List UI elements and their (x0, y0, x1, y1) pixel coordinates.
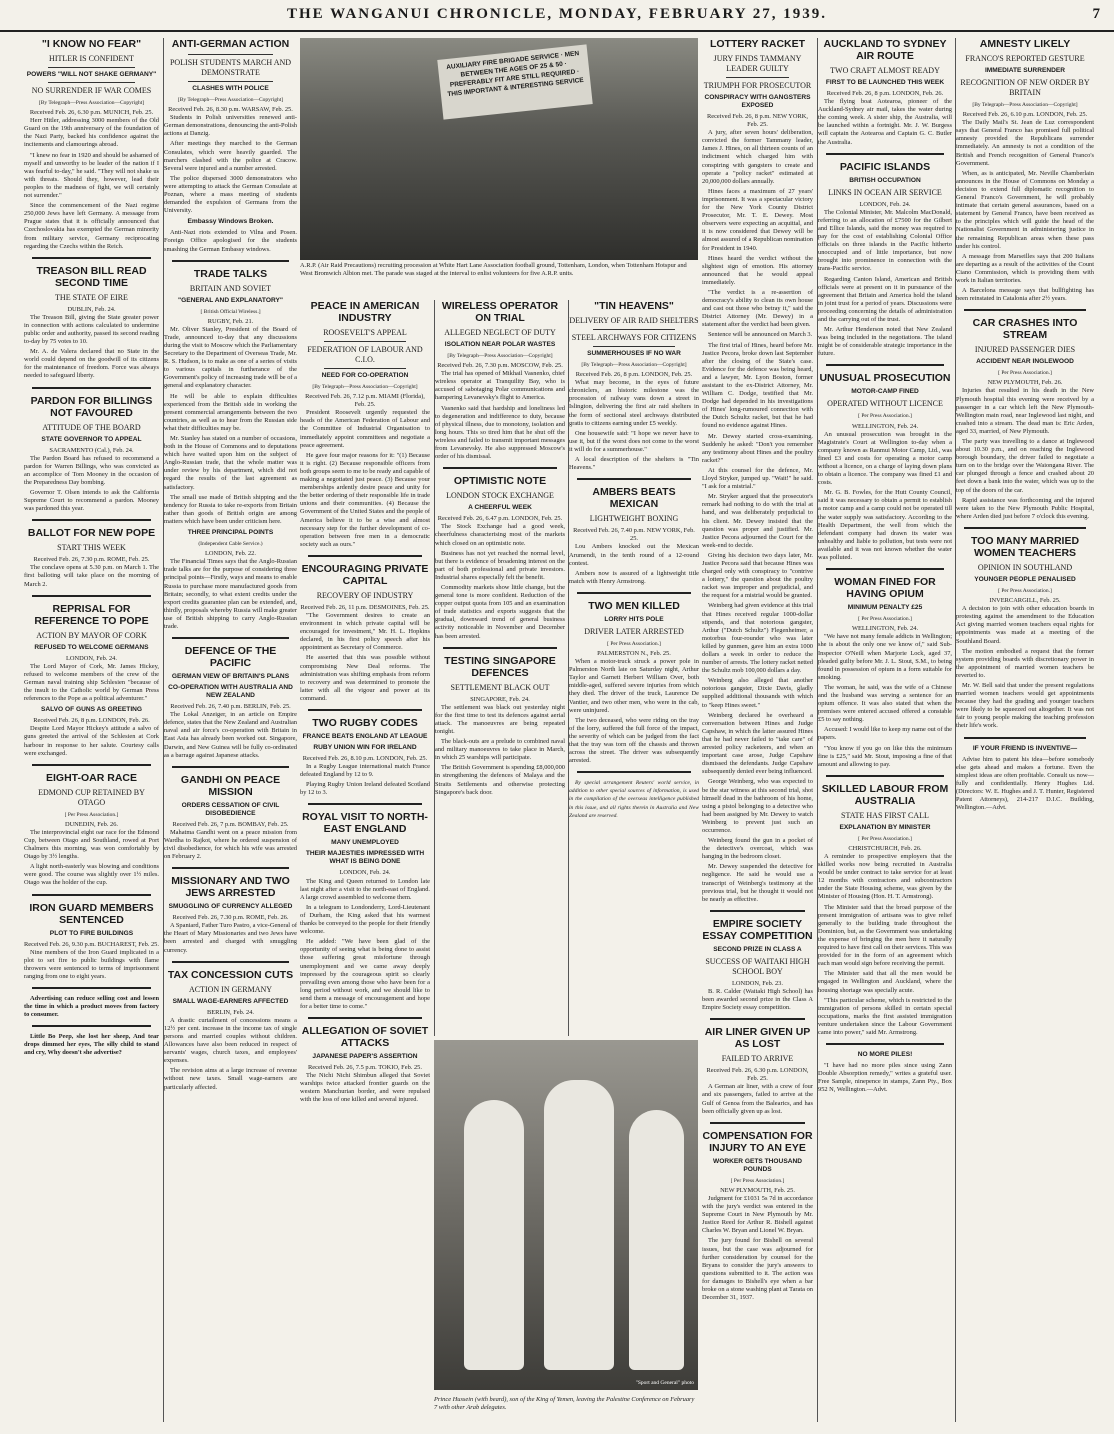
column-3 (300, 300, 430, 1422)
subhead: MOTOR-CAMP FINED (851, 388, 919, 396)
subhead: FAILED TO ARRIVE (721, 1054, 794, 1064)
paragraph: At this counsel for the defence, Mr. Lloyd Stryker, jumped up. "Wait!" he said. "I ask for a mistrial." (702, 466, 813, 491)
paragraph: A German air liner, with a crew of four and six passengers, failed to arrive at the Gulf of Genoa from the Balearics, and has been officially given up as lost. (702, 1083, 813, 1115)
subhead: OPERATED WITHOUT LICENCE (827, 399, 943, 409)
dateline: PALMERSTON N., Feb. 25. (597, 649, 671, 657)
subhead: SALVO OF GUNS AS GREETING (40, 706, 143, 714)
credit-line: [ Per Press Association.] (858, 835, 912, 842)
paragraph: The flying boat Aotearoa, pioneer of the Auckland-Sydney air mail, takes the water during the coming week. A sister ship, the Australia, will be launched within a fortnight. Mr. J. W. Burgess will captain the Aotearoa and Captain G. C. Butler the Australia. (818, 98, 952, 146)
subhead: ACTION IN GERMANY (188, 984, 273, 994)
column-1 (24, 38, 159, 1422)
subhead: PLOT TO FIRE BUILDINGS (49, 929, 134, 937)
paragraph: The British Government is spending £8,000,000 in strengthening the defences of Malaya and the Straits Settlements and otherwise protecting Singapore's back door. (435, 764, 565, 796)
dateline: DUBLIN, Feb. 24. (67, 305, 116, 313)
paragraph: The Financial Times says that the Anglo-Russian trade talks are for the purpose of considering three principal points—Firstly, ways and means to enable Russia to purchase more manufactured goods from Britain; secondly, to what extent credits under the export credits guarantee plan can be extended, and, thirdly, proposals whereby Russia will make greater use of British shipping to carry Anglo-Russian trade. (164, 558, 297, 630)
paragraph: A message from Marseilles says that 200 Italians are departing as a result of the activities of the Count Ciano Commission, which is providing them with work in Italian territories. (956, 252, 1094, 284)
paragraph: Nine members of the Iron Guard implicated in a plot to set fire to public buildings with flame throwers were sentenced to terms of imprisonment ranging from one to eight years. (24, 948, 159, 980)
paragraph: He gave four major reasons for it: "(1) Because it is right. (2) Because responsible officers from both groups seem to me to be ready and capable of making a negotiated just peace. (3) Because your memberships ardently desire peace and unity for the better ordering of their responsible life in trade unions and their communities. (4) Because the Government of the United States and the people of America believe it to be a wise and almost necessary step for the further development of co-operation between free men in a democratic society such as ours." (300, 451, 430, 548)
dateline: RUGBY, Feb. 21. (207, 317, 254, 325)
paragraph: The Lokal Anzeiger, in an article on Empire defence, states that the New Zealand and Australian naval and air force's co-operation with Britain in East Asia has already been worked out. Singapore, Darwin, and New Guinea will be fully co-ordinated as a barrage against Japanese attacks. (164, 711, 297, 759)
dateline: NEW PLYMOUTH, Feb. 25. (720, 1186, 795, 1194)
column-7 (817, 38, 952, 1422)
headline: TESTING SINGAPORE DEFENCES (444, 654, 556, 679)
headline: ALLEGATION OF SOVIET ATTACKS (301, 1025, 429, 1050)
dateline: Received Feb. 26, 7.40 p.m. BERLIN, Feb. 25. (170, 703, 291, 711)
dateline: Received Feb. 26, 7 p.m. BOMBAY, Feb. 25. (172, 820, 289, 828)
subhead: BRITAIN AND SOVIET (189, 283, 272, 293)
credit-line: [ Per Press Association.] (858, 616, 912, 623)
paragraph: In a telegram to Londonderry, Lord-Lieutenant of Durham, the King asked that his warmest thanks be conveyed to the people for their friendly welcome. (300, 903, 430, 936)
headline: OPTIMISTIC NOTE (453, 475, 547, 488)
dateline: BERLIN, Feb. 24. (206, 1008, 255, 1016)
paragraph: In a Rugby League international match France defeated England by 12 to 9. (300, 763, 430, 779)
subhead: SMALL WAGE-EARNERS AFFECTED (172, 997, 289, 1005)
paragraph: He asserted that this was possible without compromising New Deal reforms. The administration was shifting emphasis from reform to recovery and was determined to promote the latter with all the vigour and power at its command. (300, 654, 430, 702)
subhead: ACTION BY MAYOR OF CORK (36, 630, 147, 640)
subhead: SUCCESS OF WAITAKI HIGH SCHOOL BOY (705, 956, 810, 976)
subhead: FEDERATION OF LABOUR AND C.I.O. (307, 345, 423, 364)
paragraph: Rapid assistance was forthcoming and the injured were taken to the New Plymouth Public Hospital, where Arden died just before 7 o'clock this evening. (956, 496, 1094, 520)
dateline: Received Feb. 26, 8 p.m. LONDON, Feb. 26. (33, 717, 150, 725)
paragraph: Commodity markets show little change, but the general tone is more confident. Reduction of the copper output quota from 105 and an examination of trade statistics and exports suggests that the gradual, downward trend of general business activity noticeable in November and December has been arrested. (435, 583, 565, 640)
paragraph: Giving his decision two days later, Mr. Justice Pecora said that because Hines was charged only with conspiracy to "contrive a lottery," the question about the poultry racket was improper and prejudicial, and the request for a mistrial would be granted. (702, 551, 813, 600)
subhead: SETTLEMENT BLACK OUT (450, 682, 550, 692)
dateline: Received Feb. 26, 7.30 p.m. MOSCOW, Feb. 25. (437, 362, 563, 370)
subhead: GERMAN VIEW OF BRITAIN'S PLANS (171, 673, 290, 681)
dateline: LONDON, Feb. 22. (205, 550, 256, 558)
paragraph: What may become, in the eyes of future chroniclers, an historic milestone was the procession of railway vans down a street in Islington, delivering the first air raid shelters in the form of sectional steel archways distributed gratis to citizens earning under £5 weekly. (569, 379, 699, 427)
paragraph: Mahatma Gandhi went on a peace mission from Wardha to Rajkot, where he ordered suspension of civil disobedience, for which his wife was arrested on February 2. (164, 828, 297, 861)
headline: AUCKLAND TO SYDNEY AIR ROUTE (823, 38, 947, 62)
subhead: LORRY HITS POLE (604, 615, 664, 623)
subhead: POLISH STUDENTS MARCH AND DEMONSTRATE (169, 58, 292, 77)
dateline: LONDON, Feb. 23. (732, 979, 783, 987)
paragraph: Mr. Oliver Stanley, President of the Board of Trade, announced to-day that any discussions during the visit to Moscow which the Parliamentary Secretary to the Department of Overseas Trade, Mr. R. S. Hudson, is to make as one of a series of visits to various capitals in furtherance of the Government's policy of increasing trade will be of a general and explanatory character. (164, 325, 297, 390)
subhead: CONSPIRACY WITH GANGSTERS EXPOSED (704, 94, 811, 109)
paragraph: When, as is anticipated, Mr. Neville Chamberlain announces in the House of Commons on Monday a decision to extend full diplomatic recognition to General Franco's Government, he will probably intimate that certain general assurances, based on a statement by General Franco, have been received as to the principles which will guide the head of the Nationalist Government in administering justice in the remaining Republican areas when these pass under his control. (956, 169, 1094, 250)
dateline: Received Feb. 26, 7.40 p.m. NEW YORK, Feb. 25. (573, 527, 695, 543)
paragraph: The Pardon Board has refused to recommend a pardon for Warren Billings, who was convicted as an accomplice of Tom Mooney in the occasion of the Preparedness Day bombing. (24, 454, 159, 486)
paragraph: A Spaniard, Father Turo Pastro, a vice-General of the Heart of Mary Missionaries and two Jews have been arrested and charged with smuggling currency. (164, 922, 297, 954)
paragraph: "This particular scheme, which is restricted to the immigration of persons skilled in certain special occupations, marks the first assisted immigration venture undertaken since the Labour Government came into power," said Mr. Armstrong. (818, 996, 952, 1036)
paragraph: A light north-easterly was blowing and conditions were good. The course was slightly over 1½ miles. Otago was the holder of the cup. (24, 863, 159, 887)
dateline: Received Feb. 26, 8 p.m. LONDON, Feb. 25. (575, 371, 693, 379)
dateline: Received Feb. 26, 11 p.m. DESMOINES, Feb. 25. (300, 603, 430, 611)
dateline: LONDON, Feb. 24. (66, 654, 117, 662)
headline: LOTTERY RACKET (709, 38, 806, 50)
paragraph: The party was travelling to a dance at Inglewood about 10.30 p.m., and on reaching the Inglewood borough boundary, the driver failed to negotiate a turn on to the bridge over the Waiongana River. The car plunged through a fence and crashed about 20 feet down a bank into the water, which was up to the top of the doors of the car. (956, 438, 1094, 494)
paragraph: The Lord Mayor of Cork, Mr. James Hickey, refused to welcome members of the crew of the German naval training ship Schlesien "because of the insult to the Catholic world by German Press references to the Pope as a political adventurer." (24, 662, 159, 703)
paragraph: Mr. Stryker argued that the prosecutor's remark had nothing to do with the trial at hand, and was deliberately prejudicial to his client. Mr. Dewey insisted that the question was proper and justified. Mr. Justice Pecora adjourned the Court for the week-end to decide. (702, 493, 813, 549)
subhead: RECOGNITION OF NEW ORDER BY BRITAIN (960, 78, 1090, 97)
paragraph: The Daily Mail's St. Jean de Luz correspondent says that General Franco has promised full political amnesty provided the Republicans surrender immediately. An amnesty is not a condition of the British and French recognition of General Franco's Government. (956, 119, 1094, 167)
paragraph: Regarding Canton Island, American and British officials were at present on it in pursuance of the agreement that Britain and America hold the island in joint trust for a period of years. Discussions were proceeding concerning the details of administration and the carrying out of the trust. (818, 275, 952, 323)
headline: PEACE IN AMERICAN INDUSTRY (310, 300, 420, 324)
paragraph: The woman, he said, was the wife of a Chinese and the husband was serving a sentence for an opium offence. It was also stated that when the premises were entered accused offered a constable £5 to say nothing. (818, 683, 952, 724)
credit-line: [By Telegraph—Press Association—Copyright] (312, 384, 418, 390)
headline: WIRELESS OPERATOR ON TRIAL (441, 300, 559, 324)
headline: AMNESTY LIKELY (979, 38, 1071, 50)
paragraph: Playing Rugby Union Ireland defeated Scotland by 12 to 3. (300, 781, 430, 797)
subhead: LONDON STOCK EXCHANGE (446, 491, 554, 501)
dateline: Received Feb. 26, 6.10 p.m. LONDON, Feb. 25. (962, 111, 1088, 119)
paragraph: "You know if you go on like this the minimum fine is £25," said Mr. Stout, imposing a fine of that amount and allowing to pay. (818, 744, 952, 768)
dateline: NEW PLYMOUTH, Feb. 26. (987, 379, 1063, 387)
paragraph: Ambers now is assured of a lightweight title match with Henry Armstrong. (569, 569, 699, 585)
subhead: REFUSED TO WELCOME GERMANS (34, 643, 149, 651)
headline: IRON GUARD MEMBERS SENTENCED (29, 901, 154, 926)
headline: GANDHI ON PEACE MISSION (180, 773, 281, 798)
paragraph: When a motor-truck struck a power pole in Palmerston North late on Saturday night, Arthur Taylor and Garnett Herbert William Over, both middle-aged, suffered severe injuries from which they died. The driver of the truck, Laurence De Vantier, and two other men, who were in the cab, were uninjured. (569, 658, 699, 714)
paragraph: Mr. Dewey started cross-examining. Suddenly he asked: "Don't you remember any testimony about Hines and the poultry racket?" (702, 432, 813, 464)
headline: CAR CRASHES INTO STREAM (972, 317, 1078, 342)
paragraph: Sentence will be announced on March 3. (708, 331, 813, 339)
paragraph: The police dispersed 3000 demonstrators who were attempting to attack the German Consulate at Poznan, where a mass meeting of students demanded the expulsion of Germans from the University. (164, 174, 297, 215)
subhead: ISOLATION NEAR POLAR WASTES (444, 341, 556, 348)
credit-line: [By Telegraph—Press Association—Copyright] (581, 362, 687, 368)
paragraph: The King and Queen returned to London late last night after a visit to the north-east of England. A large crowd assembled to welcome them. (300, 877, 430, 901)
credit-line: [By Telegraph—Press Association—Copyright] (447, 353, 553, 359)
advert: Advertising can reduce selling cost and lessen the time in which a product moves from factory to consumer. (24, 995, 159, 1019)
subhead: CLASHES WITH POLICE (192, 85, 269, 92)
photo-credit: "Sport and General" photo (635, 1380, 694, 1386)
paragraph: The jury found for Bishell on several issues, but the case was adjourned for further consideration by counsel for the Bryans to consider the jury's answers to questions submitted to it. The action was for damages to Bishell's eye when a bar broke on a stone washing plant at Tarata on December 31, 1937. (702, 1237, 813, 1302)
paragraph: The conclave opens at 5.30 p.m. on March 1. The first balloting will take place on the morning of March 2. (24, 564, 159, 588)
subhead: RECOVERY OF INDUSTRY (316, 590, 414, 600)
subhead: TRIUMPH FOR PROSECUTOR (703, 81, 812, 90)
subhead: FRANCE BEATS ENGLAND AT LEAGUE (302, 733, 428, 740)
headline: DEFENCE OF THE PACIFIC (184, 645, 277, 670)
column-6 (702, 38, 813, 1422)
paragraph: Mr. W. Bell said that under the present regulations married women teachers would get appointments because they had the grading and younger teachers were likely to be squeezed out altogether. It was not fair to young people making the teaching profession their life's work. (956, 681, 1094, 730)
masthead (0, 0, 1114, 32)
paragraph: Weinberg found the gun in a pocket of the detective's overcoat, which was hanging in the bedroom closet. (702, 837, 813, 861)
headline: MISSIONARY AND TWO JEWS ARRESTED (171, 875, 290, 900)
paragraph: Weinberg also alleged that another notorious gangster, Dixie Davis, gladly supplied additional thousands with which to "keep Hines sweet." (702, 677, 813, 709)
headline: "TIN HEAVENS" (594, 300, 674, 312)
dateline: Received Feb. 26, 7.12 p.m. MIAMI (Florida), Feb. 25. (305, 393, 425, 409)
paragraph: Mr. Stanley has stated on a number of occasions, both in the House of Commons and to deputations which have waited upon him on the subject of Anglo-Russian trade, that the whole matter was under review by his department, which did not regard the results of the last agreement as satisfactory. (164, 435, 297, 491)
dateline: Received Feb. 26, 8.30 p.m. WARSAW, Feb. 25. (168, 106, 293, 114)
subhead: ACCIDENT NEAR INGLEWOOD (976, 358, 1074, 366)
paragraph: He added: "We have been glad of the opportunity of seeing what is being done to assist those suffering great misfortune through unemployment and we came away deeply impressed by the courageous spirit so clearly prevailing even among those who have been for a long period without work, and we should like to send them a message of encouragement and hope for a better time to come." (300, 938, 430, 1010)
dateline: Received Feb. 26, 8.10 p.m. LONDON, Feb. 25. (302, 755, 428, 762)
paragraph: Governor T. Olsen intends to ask the California Supreme Court to recommend a pardon. Mooney was pardoned this year. (24, 489, 159, 513)
paragraph: Hines faces a maximum of 27 years' imprisonment. It was a spectacular victory for the New York County District Prosecutor, Mr. T. E. Dewey. Most observers were expecting an acquittal, and it is now considered that Dewey will be almost assured of a Republican nomination for President in 1940. (702, 187, 813, 252)
paragraph: The revision aims at a large increase of revenue without new taxes. Small wage-earners are particularly affected. (164, 1067, 297, 1091)
headline: PACIFIC ISLANDS (839, 160, 931, 173)
headline: EIGHT-OAR RACE (45, 771, 137, 784)
headline: TWO MEN KILLED (588, 599, 680, 612)
subhead: THREE PRINCIPAL POINTS (187, 529, 274, 537)
paragraph: "The verdict is a re-assertion of democracy's ability to clean its own house and cast out those who betray it," said the District Attorney (Mr. Dewey) in a statement after the verdict had been given. (702, 288, 813, 329)
headline: "I KNOW NO FEAR" (41, 38, 142, 50)
paragraph: The Colonial Minister, Mr. Malcolm MacDonald, referring to an allocation of £7500 for the Gilbert and Ellice Islands, said the money was required to pay for the cost of establishing Colonial Office officials on three islands in the Pacific hitherto unoccupied and of little importance, but now brought into prominence in connection with the trans-Pacific service. (818, 208, 952, 273)
paragraph: The small use made of British shipping and the tendency for Russia to take re-exports from Britain rather than goods of British origin are among matters which have been under criticism here. (164, 493, 297, 525)
credit-line: [ Per Press Association.] (998, 370, 1052, 377)
figure-shape (629, 1110, 684, 1370)
headline: ENCOURAGING PRIVATE CAPITAL (301, 562, 429, 587)
headline: WOMAN FINED FOR HAVING OPIUM (834, 576, 936, 601)
headline: REPRISAL FOR REFERENCE TO POPE (34, 602, 149, 627)
subhead: NEED FOR CO-OPERATION (321, 372, 409, 379)
copyright-note: By special arrangement Reuters' world service, in addition to other special sources of information, is used in the compilation of the overseas intelligence published in this issue, and all rights therein in Australia and New Zealand are reserved. (569, 780, 699, 819)
figure-shape (464, 1100, 524, 1370)
fire-brigade-banner (437, 44, 592, 119)
paragraph: A decision to join with other education boards in protesting against the amendment to the Education Act giving married women teachers equal rights for appointments was made at a meeting of the Southland Board. (956, 605, 1094, 645)
subhead: OPINION IN SOUTHLAND (977, 562, 1073, 572)
credit-line: [By Telegraph—Press Association—Copyright] (972, 102, 1078, 108)
subhead: INJURED PASSENGER DIES (974, 345, 1076, 355)
headline: AIR LINER GIVEN UP AS LOST (704, 1026, 811, 1051)
paragraph: The Minister said that all the men would be engaged in Wellington and Auckland, where the housing shortage was specially acute. (818, 970, 952, 994)
paragraph: George Weinberg, who was expected to be the star witness at this second trial, shot himself dead in the bathroom of his home, using a pistol belonging to a detective who had been assigned by Mr. Dewey to watch Weinberg to prevent just such an occurrence. (702, 778, 813, 834)
subhead: STEEL ARCHWAYS FOR CITIZENS (571, 333, 697, 342)
paragraph: Herr Hitler, addressing 3000 members of the Old Guard on the 19th anniversary of the foundation of the Nazi Party, backed his confidence against the incitements and clamourings abroad. (24, 117, 159, 149)
photo-caption: A.R.P. (Air Raid Precautions) recruiting procession at White Hart Lane Association football ground, Tottenham, London, when Tottenham Hotspur and West Bromwich Albion met. The parade was staged at the interval to enlist volunteers for five A.R.P. units. (300, 262, 687, 277)
subhead: "GENERAL AND EXPLANATORY" (177, 296, 284, 304)
subhead: FIRST TO BE LAUNCHED THIS WEEK (825, 79, 945, 86)
paragraph: Mr. A. de Valera declared that no State in the world could depend on the goodwill of its citizens for the maintenance of freedom. Force was always needed to safeguard liberty. (24, 348, 159, 380)
paragraph: The first trial of Hines, heard before Mr. Justice Pecora, broke down last September after the closing of the State's case. Evidence for the defence was being heard, and a lawyer, Mr. Lyon Boston, former assistant to the ex-District Attorney, Mr. William C. Dodge, testified that Mr. Dodge had depended in his investigations of Hines' long-rumoured connection with the Dutch Schultz racket, but that he had found no evidence against Hines. (702, 341, 813, 430)
paragraph: After meetings they marched to the German Consulates, which were heavily guarded. The marchers clashed with the police at Cracow. Several were injured and a number arrested. (164, 140, 297, 172)
paragraph: One housewife said: "I hope we never have to use it, but if the worst does not come to the worst it will do for a summerhouse." (569, 429, 699, 453)
subhead: LIGHTWEIGHT BOXING (589, 514, 679, 524)
paragraph: Since the commencement of the Nazi regime 250,000 Jews have left Germany. A message from Prague states that it is officially announced that Czechoslovakia has exempted the German minority from military service, Germany reciprocating regarding the Czechs within the Reich. (24, 202, 159, 250)
page-number: 7 (1092, 6, 1100, 22)
credit-line: [ British Official Wireless.] (200, 308, 261, 315)
subhead: START THIS WEEK (57, 543, 126, 553)
advert: "I have had no more piles since using Zann Double Absorption remedy," writes a grateful user. Free Sample, ninepence in stamps, Zann Pty., Box 952 N, Wellington.—Advt. (818, 1062, 952, 1094)
paragraph: Judgment for £1031 5s 7d in accordance with the jury's verdict was entered in the Supreme Court in New Plymouth by Mr. Justice Reed for Arthur R. Bishell against Charles W. Bryan and Lionel W. Bryan. (702, 1194, 813, 1235)
subhead: MINIMUM PENALTY £25 (847, 604, 923, 612)
paragraph: The two deceased, who were riding on the tray of the lorry, suffered the full force of the impact, the severity of which can be judged from the fact that the tray was torn off the chassis and thrown across the street. The driver was subsequently arrested. (569, 716, 699, 765)
paragraph: A Barcelona message says that bullfighting has been reinstated in Catalonia after 2½ years. (956, 287, 1094, 303)
credit-line: [ Per Press Association.] (730, 1177, 785, 1184)
paragraph: Weinberg had given evidence at this trial that Hines received regular 1000-dollar stipends, and that notorious gangster, Arthur ("Dutch Schultz") Flegenheimer, a motorbus four-rounder who was later killed by gunmen, gave him an extra 1000 dollars a week in order to reduce the number of arrests. The lottery racket netted the Schultz mob 100,000 dollars a day. (702, 602, 813, 675)
credit-line: [ Per Press Association.] (998, 587, 1052, 594)
subhead: SMUGGLING OF CURRENCY ALLEGED (168, 903, 293, 911)
subhead: RUBY UNION WIN FOR IRELAND (313, 744, 417, 751)
dateline: WELLINGTON, Feb. 24. (851, 625, 919, 633)
subhead: LINKS IN OCEAN AIR SERVICE (828, 187, 942, 197)
paragraph: Lou Ambers knocked out the Mexican Arumendi, in the tenth round of a 12-round contest. (569, 543, 699, 567)
paragraph: A local description of the shelters is "Tin Heavens." (569, 456, 699, 472)
dateline: INVERCARGILL, Feb. 25. (989, 597, 1061, 605)
paragraph: "The Government desires to create an environment in which private capital will be encouraged for investment," Mr. H. L. Hopkins declared, in his first policy speech after his appointment as Secretary of Commerce. (300, 611, 430, 652)
subhead: EDMOND CUP RETAINED BY OTAGO (38, 787, 145, 807)
subhead: JURY FINDS TAMMANY LEADER GUILTY (713, 54, 802, 73)
credit-line: [By Telegraph—Press Association—Copyright] (177, 97, 284, 103)
paragraph: Weinberg declared he overheard a conversation between Hines and Judge Capshaw, in which the latter assured Hines that he had never failed to "take care" of arrested policy racketeers, and when an important case arose, Judge Capshaw dismissed the defendants. Judge Capshaw subsequently denied ever being influenced. (702, 711, 813, 776)
paragraph: Business has not yet reached the normal level, but there is evidence of broadening interest on the part of both professional and private investors. Industrial shares especially felt the benefit. (435, 549, 565, 581)
headline: TWO RUGBY CODES (312, 717, 418, 729)
dateline: CHRISTCHURCH, Feb. 26. (848, 844, 922, 852)
newspaper-title: THE WANGANUI CHRONICLE, MONDAY, FEBRUARY 27, 1939. (286, 6, 828, 22)
subhead: FRANCO'S REPORTED GESTURE (965, 54, 1085, 63)
dateline: Received Feb. 26, 7.5 p.m. TOKIO, Feb. 25. (308, 1064, 422, 1072)
paragraph: A jury, after seven hours' deliberation, convicted the former Tammany leader, James J. Hines, on all thirteen counts of an indictment which charged him with conspiring with gangsters to create and operate a "policy racket" estimated at 20,000,000 dollars annually. (702, 129, 813, 185)
paragraph: B. R. Calder (Waitaki High School) has been awarded second prize in the Class A Empire Society essay competition. (702, 987, 813, 1012)
dateline: LONDON, Feb. 24. (859, 200, 911, 208)
dateline: LONDON, Feb. 24. (339, 869, 391, 877)
subhead: DRIVER LATER ARRESTED (584, 626, 684, 636)
dateline: SINGAPORE, Feb. 24. (470, 695, 530, 703)
subhead: STATE GOVERNOR TO APPEAL (41, 435, 142, 443)
headline: TREASON BILL READ SECOND TIME (36, 264, 147, 289)
paragraph: "I knew no fear in 1920 and should be ashamed of myself and unworthy to be leader of the nation if I was fearful to-day," he said. "They will not shake us with threats. Should they, however, lead their peoples to the madness of fight, we will certainly not surrender." (24, 151, 159, 200)
column-2 (163, 38, 297, 1422)
paragraph: The motion embodied a request that the former system providing boards with discretionary power in the appointment of married women teachers be reverted to. (956, 647, 1094, 679)
paragraph: Anti-Nazi riots extended to Vilna and Posen. Foreign Office apologised for the students smashing the German Embassy windows. (164, 229, 297, 253)
paragraph: He will be able to explain difficulties experienced from the British side in working the present commercial arrangements between the two countries, as well as to hear from the Russian side what their difficulties may be. (164, 392, 297, 432)
dateline: Received Feb. 26, 6.30 p.m. MUNICH, Feb. 25. (29, 109, 154, 117)
dateline: Received Feb. 26, 6.47 p.m. LONDON, Feb. 25. (437, 515, 563, 523)
subhead: Embassy Windows Broken. (187, 218, 274, 226)
subhead: ALLEGED NEGLECT OF DUTY (444, 328, 556, 337)
subhead: DELIVERY OF AIR RAID SHELTERS (569, 316, 699, 325)
paragraph: A drastic curtailment of concessions means a 12½ per cent. increase in the income tax of single persons and married couples without children. Allowances have also been reduced in respect of servants' wages, church taxes, and employees' expenses. (164, 1016, 297, 1065)
credit-line: [ Per Press Association.] (64, 811, 119, 818)
subhead: ROOSEVELT'S APPEAL (323, 328, 407, 337)
subhead: WORKER GETS THOUSAND POUNDS (712, 1157, 802, 1173)
paragraph: The settlement was black out yesterday night for the first time to test its defences against aerial attack. The manoeuvres are being repeated tonight. (435, 703, 565, 735)
paragraph: Mr. G. B. Fowles, for the Hutt County Council, said it was necessary to obtain a permit to establish a motor camp and a camp could not be operated till the water supply was satisfactory. According to the Health Department, the well from which the defendant company had drawn its water was unhealthy and liable to pollution, but tests were not available and it was not known whether the water was polluted. (818, 489, 952, 562)
paragraph: Mr. Dewey suspended the detective for negligence. He said he would use a transcript of Weinberg's testimony at the previous trial, but he thought it would not be nearly as effective. (702, 863, 813, 903)
paragraph: The Stock Exchange had a good week, cheerfulness characterising most of the markets which closed on an optimistic note. (435, 523, 565, 547)
subhead: STATE HAS FIRST CALL (841, 810, 929, 820)
headline: BALLOT FOR NEW POPE (27, 527, 156, 540)
subhead: MANY UNEMPLOYED (331, 839, 399, 847)
subhead: ORDERS CESSATION OF CIVIL DISOBEDIENCE (181, 801, 280, 817)
headline: TOO MANY MARRIED WOMEN TEACHERS (970, 534, 1080, 559)
dateline: Received Feb. 26, 6.30 p.m. LONDON, Feb. 25. (706, 1067, 809, 1083)
subhead: POWERS "WILL NOT SHAKE GERMANY" (26, 71, 157, 78)
headline: UNUSUAL PROSECUTION (819, 372, 951, 385)
dateline: SACRAMENTO (Cal.), Feb. 24. (49, 446, 134, 454)
headline: ANTI-GERMAN ACTION (171, 38, 290, 50)
headline: SKILLED LABOUR FROM AUSTRALIA (821, 782, 949, 807)
advert: Advise him to patent his idea—before somebody else gets ahead and makes a fortune. Even the simplest ideas are often profitable. Consult us now—fully and confidentially. Henry Hughes Ltd. (Directors: W. E. Hughes and J. T. Hunter, Registered Patent Attorneys), 214-217 D.I.C. Building, Wellington.—Advt. (956, 755, 1094, 812)
photo-caption: Prince Hussein (with beard), son of the King of Yemen, leaving the Palestine Conference on February 7 with other Arab delegates. (434, 1396, 695, 1411)
dateline: WELLINGTON, Feb. 24. (851, 422, 919, 430)
dateline: Received Feb. 26, 8 p.m. NEW YORK, Feb. 25. (707, 113, 808, 129)
credit-line: [ Per Press Association.] (858, 413, 912, 420)
headline: NO MORE PILES! (857, 1051, 913, 1059)
banner-text: AUXILIARY FIRE BRIGADE SERVICE · MEN BETWEEN THE AGES OF 25 & 50 · PREFERABLY FIT ARE STILL REQUIRED · THIS IMPORTANT & INTERESTING SERVICE (445, 50, 585, 99)
dateline: Received Feb. 26, 8 p.m. LONDON, Feb. 26. (826, 90, 944, 97)
dateline: DUNEDIN, Feb. 26. (64, 820, 119, 828)
subhead: A CHEERFUL WEEK (468, 504, 532, 512)
column-8 (955, 38, 1094, 1422)
headline: TRADE TALKS (193, 267, 268, 280)
subhead: JAPANESE PAPER'S ASSERTION (312, 1053, 418, 1061)
advert: Little Bo Peep, she lost her sheep, And tear drops dimmed her eyes, The silly child to stand and cry, Why doesn't she advertise? (24, 1033, 159, 1057)
headline: PARDON FOR BILLINGS NOT FAVOURED (30, 394, 153, 419)
credit-line: [ Per Press Association.] (607, 640, 661, 647)
paragraph: The black-outs are a prelude to combined naval and military manoeuvres to take place in March, in which 25 warships will participate. (435, 738, 565, 762)
subhead: TWO CRAFT ALMOST READY (830, 66, 940, 75)
dateline: Received Feb. 26, 7.30 p.m. ROME, Feb. 25. (33, 556, 150, 564)
paragraph: The Minister said that the broad purpose of the present immigration of artisans was to give relief generally to the building trade throughout the Dominion, but, as the Government was undertaking the expense of bringing the men here it naturally required to have first call on their services. This was provided for in the form of an agreement which each man would sign before receiving the permit. (818, 903, 952, 968)
paragraph: Injuries that resulted in his death in the New Plymouth hospital this evening were received by a passenger in a car which left the New Plymouth-Wellington main road, near Inglewood last night, and crashed into a stream. The dead man is: Eric Arden, aged 33, married, of New Plymouth. (956, 387, 1094, 435)
paragraph: Despite Lord Mayor Hickey's attitude a salvo of guns greeted the arrival of the Schlesien at Cork harbour in response to her salute. Courtesy calls were exchanged. (24, 725, 159, 757)
paragraph: "We have not many female addicts in Wellington; she is about the only one we know of," said Sub-Inspector O'Neill when Marjorie Lock, aged 37, pleaded guilty before Mr. J. L. Stout, S.M., to being found in possession of opium in a form suitable for smoking. (818, 633, 952, 681)
paragraph: Mr. Arthur Henderson noted that New Zealand was being included in the negotiations. The island might be of considerable strategic importance in the future. (818, 326, 952, 358)
headline: COMPENSATION FOR INJURY TO AN EYE (702, 1129, 813, 1154)
figure-shape (544, 1080, 614, 1370)
subhead: SECOND PRIZE IN CLASS A (713, 945, 802, 953)
subhead: ATTITUDE OF THE BOARD (42, 422, 141, 432)
headline: TAX CONCESSION CUTS (167, 968, 294, 981)
paragraph: The Nichi Nichi Shimbun alleged that Soviet warships twice attacked frontier guards on the western Manchurian border, and were repulsed with the loss of one killed and several injured. (300, 1072, 430, 1104)
subhead: SUMMERHOUSES IF NO WAR (587, 350, 681, 357)
paragraph: The interprovincial eight oar race for the Edmond Cup, between Otago and Southland, rowed at Port Chalmers this morning, was won comfortably by Otago by 3½ lengths. (24, 828, 159, 861)
paragraph: Students in Polish universities renewed anti-German demonstrations, denouncing the anti-Polish actions at Danzig. (164, 114, 297, 138)
subhead: EXPLANATION BY MINISTER (839, 823, 931, 831)
paragraph: The trial has opened of Mikhail Vasnenko, chief wireless operator at Tranquility Bay, who is accused of sabotaging Polar communications and hampering Levanevsky's flight to America. (435, 370, 565, 402)
dateline: Received Feb. 26, 9.30 p.m. BUCHAREST, Feb. 25. (24, 940, 159, 948)
subhead: THE STATE OF EIRE (55, 292, 128, 302)
paragraph: Hines heard the verdict without the slightest sign of emotion. His attorney announced that he would appeal immediately. (702, 254, 813, 286)
subhead: THEIR MAJESTIES IMPRESSED WITH WHAT IS BEING DONE (305, 850, 425, 866)
paragraph: Accused: I would like to keep my name out of the papers. (818, 726, 952, 742)
paragraph: Vasnenko said that hardship and loneliness led to degeneration and indifference to duty, because of physical illness, due to monotony, isolation and long hours. This so tired him that he shut off the wireless and failed to transmit important messages from Levanevsky. He also suppressed Moscow's order of his dismissal. (435, 404, 565, 461)
paragraph: President Roosevelt urgently requested the heads of the American Federation of Labour and the Committee of Industrial Organisation to immediately appoint committees and negotiate a peace agreement. (300, 409, 430, 449)
column-5 (568, 300, 699, 1036)
subhead: HITLER IS CONFIDENT (49, 54, 134, 63)
headline: EMPIRE SOCIETY ESSAY COMPETITION (702, 917, 813, 942)
column-4 (434, 300, 565, 1036)
dateline: Received Feb. 26, 7.30 p.m. ROME, Feb. 26. (172, 914, 289, 922)
subhead: YOUNGER PEOPLE PENALISED (974, 575, 1076, 583)
subhead: NO SURRENDER IF WAR COMES (31, 86, 152, 95)
headline: AMBERS BEATS MEXICAN (592, 486, 676, 511)
crowd-photo (300, 38, 698, 260)
subhead: BRITISH OCCUPATION (849, 176, 921, 184)
paragraph: A reminder to prospective employers that the skilled works now being recruited in Australia would be under contract to take service for at least 12 months with contractors and subcontractors under the State Housing scheme, was given by the Minister of Housing (Hon. H. T. Armstrong). (818, 853, 952, 901)
credit-line: (Independent Cable Service.) (198, 541, 263, 548)
paragraph: The Treason Bill, giving the State greater power in connection with actions calculated to undermine public order and authority, passed its second reading to-day by 75 votes to 10. (24, 313, 159, 346)
subhead: IMMEDIATE SURRENDER (984, 67, 1066, 74)
headline: ROYAL VISIT TO NORTH-EAST ENGLAND (302, 811, 428, 836)
delegates-photo (434, 1040, 698, 1390)
credit-line: [By Telegraph—Press Association—Copyright] (38, 100, 145, 106)
paragraph: An unusual prosecution was brought in the Magistrate's Court at Wellington to-day when a company known as Ranmui Motor Camp, Ltd., was fined £3 and costs for operating a motor camp without a licence, on a charge of laying down plans to obtain a licence. The company was fined £1 and costs. (818, 430, 952, 487)
subhead: CO-OPERATION WITH AUSTRALIA AND NEW ZEALAND (168, 684, 293, 700)
headline: IF YOUR FRIEND IS INVENTIVE— (972, 744, 1078, 752)
